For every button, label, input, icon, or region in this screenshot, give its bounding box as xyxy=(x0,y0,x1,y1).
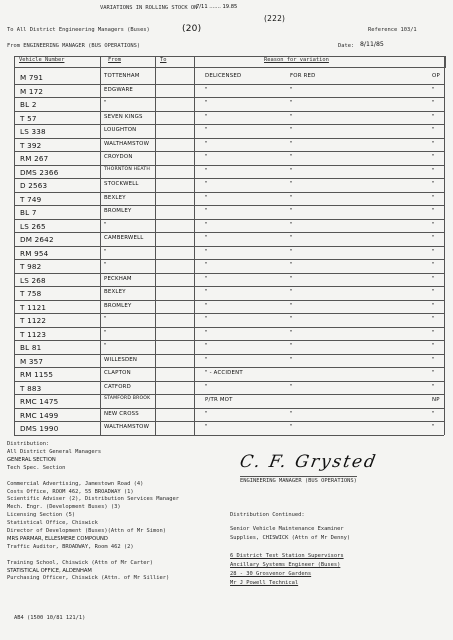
table-row-rule xyxy=(14,165,444,166)
reason: " xyxy=(205,154,208,160)
distribution-continued-item: Ancillary Systems Engineer (Buses) xyxy=(230,562,341,568)
vehicle-number: RMC 1475 xyxy=(20,397,59,406)
table-row-rule xyxy=(14,124,444,125)
table-row-rule xyxy=(14,408,444,409)
from-garage: THORNTON HEATH xyxy=(104,166,151,172)
reason: " xyxy=(205,262,208,268)
reason-code: OP xyxy=(432,73,440,79)
reason-detail: " xyxy=(290,140,293,147)
table-row-rule xyxy=(14,354,444,355)
copies-count: (20) xyxy=(182,24,202,34)
distribution-item: All District General Managers xyxy=(7,449,102,455)
reason-code: " xyxy=(432,356,435,363)
from-line: From ENGINEERING MANAGER (BUS OPERATIONS) xyxy=(7,43,141,49)
reason-code: " xyxy=(432,302,435,309)
from-garage: EDGWARE xyxy=(104,86,134,93)
document-title: VARIATIONS IN ROLLING STOCK ON xyxy=(100,5,198,11)
vehicle-number: T 883 xyxy=(20,383,42,393)
vehicle-number: T 392 xyxy=(20,140,42,150)
col-from: From xyxy=(108,57,121,63)
reason-code: " xyxy=(432,329,435,336)
reason: " xyxy=(205,275,208,282)
table-row-rule xyxy=(14,286,444,287)
reason-code: " xyxy=(432,181,435,187)
distribution-item: MRS PARMAR, ELLESMERE COMPOUND xyxy=(7,535,108,542)
reason-code: " xyxy=(432,275,435,282)
distribution-item: Statistical Office, Chiswick xyxy=(7,520,98,527)
distribution-continued-item: 28 - 30 Grosvenor Gardens xyxy=(230,571,312,577)
reason-detail: " xyxy=(290,181,293,187)
reason-code: " xyxy=(432,167,435,174)
vehicle-number: T 749 xyxy=(20,194,42,204)
table-row-rule xyxy=(14,313,444,314)
vehicle-number: DM 2642 xyxy=(20,235,54,244)
form-code: AB4 (1500 10/81 121/1) xyxy=(14,615,86,621)
reason-code: " xyxy=(432,370,435,376)
reason-code: " xyxy=(432,86,435,93)
reason-code: " xyxy=(432,127,435,133)
reason-code: " xyxy=(432,235,435,241)
to-line: To All District Engineering Managers (Buses) xyxy=(7,27,150,33)
from-garage: STOCKWELL xyxy=(104,181,139,187)
distribution-continued-item: Mr J Powell Technical xyxy=(230,580,299,586)
distribution-item: GENERAL SECTION xyxy=(7,456,56,463)
distribution-item: Mech. Engr. (Development Buses) (3) xyxy=(7,504,121,511)
reason-detail: " xyxy=(290,113,293,120)
from-garage: WILLESDEN xyxy=(104,356,138,363)
col-vehicle: Vehicle Number xyxy=(19,57,65,63)
distribution-continued-heading: Distribution Continued: xyxy=(230,512,305,518)
vehicle-number: LS 268 xyxy=(20,275,46,285)
vehicle-number: M 791 xyxy=(20,73,44,82)
reason-detail: " xyxy=(290,289,293,295)
vehicle-number: T 57 xyxy=(20,113,37,123)
reason-code: " xyxy=(432,262,435,268)
reason-detail: " xyxy=(290,154,293,160)
reason-detail: " xyxy=(290,100,293,106)
reason-detail: " xyxy=(290,194,293,201)
from-garage: CROYDON xyxy=(104,154,133,160)
reason: " xyxy=(205,356,208,363)
distribution-continued-item: 6 District Test Station Supervisors xyxy=(230,553,344,559)
table-row-rule xyxy=(14,421,444,422)
reason: " xyxy=(205,316,208,322)
distribution-item: Scientific Adviser (2), Distribution Services Manager xyxy=(7,496,180,503)
vehicle-number: T 758 xyxy=(20,289,42,298)
reason: " xyxy=(205,248,208,255)
table-row-rule xyxy=(14,327,444,328)
vehicle-number: BL 81 xyxy=(20,343,42,352)
from-garage: " xyxy=(104,221,107,228)
reason-code: NP xyxy=(432,397,440,403)
table-row-rule xyxy=(14,192,444,193)
col-to: To xyxy=(160,57,167,63)
table-row-rule xyxy=(14,435,444,436)
reference: Reference 103/1 xyxy=(368,27,417,33)
from-garage: BROMLEY xyxy=(104,302,132,309)
reason-detail: " xyxy=(290,248,293,255)
reason: " xyxy=(205,208,208,214)
vehicle-number: RM 954 xyxy=(20,248,49,258)
table-row-rule xyxy=(14,232,444,233)
reason: " xyxy=(205,140,208,147)
reason-detail: " xyxy=(290,356,293,363)
table-row-rule xyxy=(14,246,444,247)
reason-code: " xyxy=(432,154,435,160)
reason: " xyxy=(205,302,208,309)
table-row-rule xyxy=(14,273,444,274)
vehicle-number: RM 1155 xyxy=(20,370,54,379)
reason: " xyxy=(205,194,208,201)
reason-code: " xyxy=(432,113,435,120)
vehicle-number: BL 7 xyxy=(20,208,37,217)
from-garage: " xyxy=(104,100,107,106)
table-row-rule xyxy=(14,97,444,98)
reason-code: " xyxy=(432,289,435,295)
reason: " xyxy=(205,221,208,228)
distribution-continued-item: Supplies, CHISWICK (Attn of Mr Denny) xyxy=(230,535,351,541)
signature-title: ENGINEERING MANAGER (BUS OPERATIONS) xyxy=(240,478,357,484)
vehicle-number: T 1123 xyxy=(20,329,47,339)
table-row-rule xyxy=(14,178,444,179)
reason-code: " xyxy=(432,221,435,228)
reason-detail: " xyxy=(290,343,293,349)
vehicle-number: LS 338 xyxy=(20,127,46,136)
table-row-rule xyxy=(14,259,444,260)
table-row-rule xyxy=(14,138,444,139)
reason-detail: " xyxy=(290,410,293,417)
vehicle-number: BL 2 xyxy=(20,100,37,109)
table-column-rule xyxy=(444,56,445,435)
reason-detail: " xyxy=(290,302,293,309)
reason: " xyxy=(205,289,208,295)
distribution-continued-item: Senior Vehicle Maintenance Examiner xyxy=(230,526,344,532)
table-header-box xyxy=(14,56,446,68)
table-row-rule xyxy=(14,84,444,85)
distribution-item: STATISTICAL OFFICE, ALDENHAM xyxy=(7,567,92,574)
vehicle-number: RM 267 xyxy=(20,154,49,163)
from-garage: CATFORD xyxy=(104,383,131,390)
distribution-heading: Distribution: xyxy=(7,441,50,447)
reason: " xyxy=(205,235,208,241)
reason-detail: " xyxy=(290,383,293,390)
table-row-rule xyxy=(14,381,444,382)
reason: P/TR MOT xyxy=(205,397,233,403)
reason-code: " xyxy=(432,343,435,349)
return-number: (222) xyxy=(264,14,286,23)
distribution-item: Commercial Advertising, Jamestown Road (4) xyxy=(7,480,144,487)
reason-code: " xyxy=(432,248,435,255)
reason-detail: " xyxy=(290,275,293,282)
reason: " xyxy=(205,113,208,120)
distribution-item: Costs Office, ROOM 462, 55 BROADWAY (1) xyxy=(7,488,134,495)
reason: " xyxy=(205,343,208,349)
reason: " xyxy=(205,424,208,430)
from-garage: " xyxy=(104,248,107,255)
vehicle-number: D 2563 xyxy=(20,181,48,190)
from-garage: " xyxy=(104,262,107,268)
reason-detail: " xyxy=(290,127,293,133)
reason-detail: " xyxy=(290,424,293,430)
reason-code: " xyxy=(432,410,435,417)
signature: C. F. Grysted xyxy=(238,452,379,472)
reason: " xyxy=(205,100,208,106)
reason-code: " xyxy=(432,316,435,322)
reason-detail: " xyxy=(290,235,293,241)
col-reason: Reason for variation xyxy=(264,57,329,63)
from-garage: " xyxy=(104,343,107,349)
from-garage: WALTHAMSTOW xyxy=(104,424,150,430)
from-garage: STAMFORD BROOK xyxy=(104,396,151,401)
vehicle-number: DMS 2366 xyxy=(20,167,59,177)
vehicle-number: LS 265 xyxy=(20,221,46,231)
reason: " xyxy=(205,167,208,174)
reason: " xyxy=(205,410,208,417)
from-garage: " xyxy=(104,329,107,336)
reason: " xyxy=(205,127,208,133)
vehicle-number: M 172 xyxy=(20,86,44,96)
distribution-item: Tech Spec. Section xyxy=(7,464,66,471)
vehicle-number: M 357 xyxy=(20,356,44,366)
vehicle-number: T 1121 xyxy=(20,302,47,312)
table-row-rule xyxy=(14,394,444,395)
distribution-item: Director of Development (Buses)(Attn of Mr Simon) xyxy=(7,528,167,534)
from-garage: TOTTENHAM xyxy=(104,73,140,79)
from-garage: BEXLEY xyxy=(104,289,126,295)
from-garage: PECKHAM xyxy=(104,275,132,282)
reason-detail: " xyxy=(290,86,293,93)
reason-detail: " xyxy=(290,221,293,228)
reason: " xyxy=(205,383,208,390)
from-garage: CLAPTON xyxy=(104,370,131,376)
from-garage: LOUGHTON xyxy=(104,127,137,133)
reason-code: " xyxy=(432,424,435,430)
from-garage: NEW CROSS xyxy=(104,410,139,417)
date-value: 8/11/85 xyxy=(360,41,384,48)
reason: " xyxy=(205,329,208,336)
vehicle-number: T 1122 xyxy=(20,316,47,325)
reason-detail: " xyxy=(290,167,293,174)
distribution-item: Traffic Auditor, BROADWAY, Room 462 (2) xyxy=(7,543,134,550)
distribution-item: Purchasing Officer, Chiswick (Attn. of Mr Sillier) xyxy=(7,575,170,582)
reason-detail: " xyxy=(290,316,293,322)
from-garage: " xyxy=(104,316,107,322)
from-garage: BROMLEY xyxy=(104,208,132,214)
reason-detail: FOR RED xyxy=(290,73,316,79)
reason-code: " xyxy=(432,383,435,390)
vehicle-number: T 982 xyxy=(20,262,42,271)
reason-detail: " xyxy=(290,208,293,214)
reason-code: " xyxy=(432,208,435,214)
reason-code: " xyxy=(432,194,435,201)
table-row-rule xyxy=(14,367,444,368)
from-garage: BEXLEY xyxy=(104,194,126,201)
reason-code: " xyxy=(432,140,435,147)
table-row-rule xyxy=(14,340,444,341)
reason-detail: " xyxy=(290,329,293,336)
vehicle-number: DMS 1990 xyxy=(20,424,59,433)
vehicle-number: RMC 1499 xyxy=(20,410,59,420)
title-date: 7/11 ....... 19.85 xyxy=(196,4,238,10)
table-row-rule xyxy=(14,151,444,152)
table-row-rule xyxy=(14,205,444,206)
table-row-rule xyxy=(14,300,444,301)
from-garage: WALTHAMSTOW xyxy=(104,140,150,147)
reason: " - ACCIDENT xyxy=(205,370,243,376)
reason: DELICENSED xyxy=(205,73,242,79)
reason-detail: " xyxy=(290,262,293,268)
distribution-item: Training School, Chiswick (Attn of Mr Carter) xyxy=(7,559,154,566)
date-label: Date: xyxy=(338,43,355,49)
table-row-rule xyxy=(14,219,444,220)
reason: " xyxy=(205,181,208,187)
reason: " xyxy=(205,86,208,93)
from-garage: SEVEN KINGS xyxy=(104,113,143,120)
distribution-item: Licensing Section (5) xyxy=(7,512,76,519)
table-row-rule xyxy=(14,111,444,112)
reason-code: " xyxy=(432,100,435,106)
from-garage: CAMBERWELL xyxy=(104,235,144,241)
